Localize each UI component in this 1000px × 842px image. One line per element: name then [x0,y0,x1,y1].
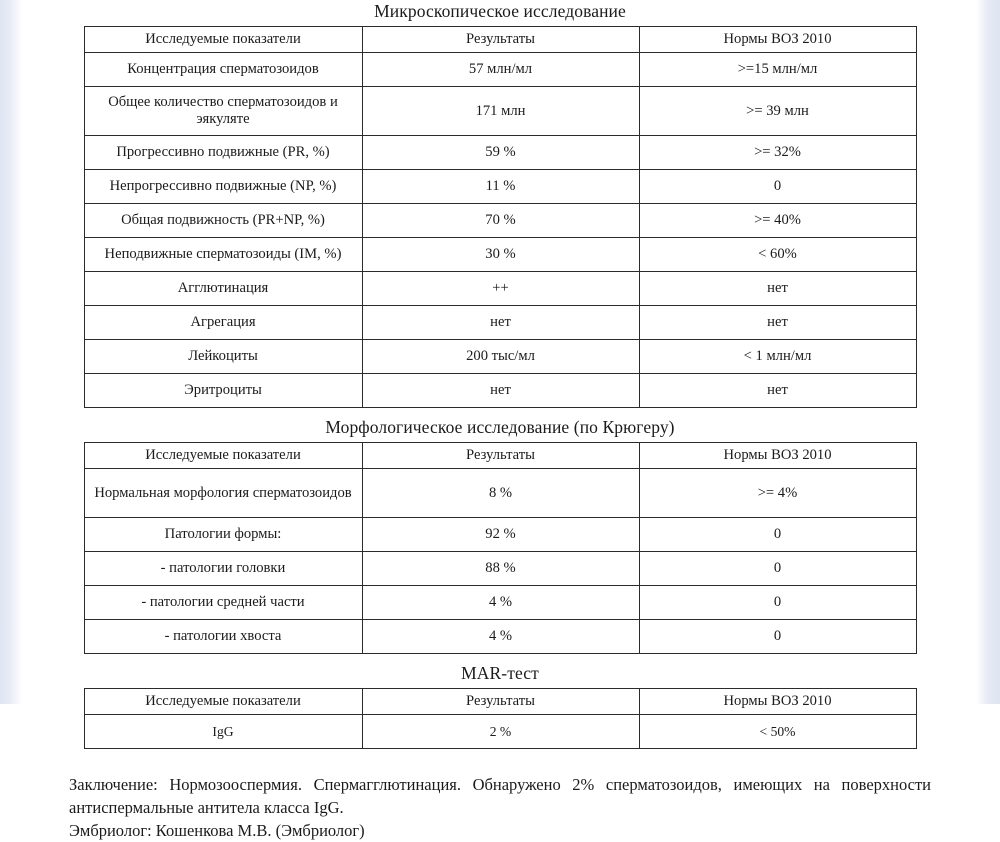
conclusion-block [69,773,931,842]
cell-parameter: Прогрессивно подвижные (PR, %) [84,136,362,170]
cell-norm: 0 [639,518,916,552]
cell-result: 4 % [362,586,639,620]
cell-norm: < 50% [639,715,916,749]
table-header-row [84,689,916,715]
cell-norm: >= 39 млн [639,87,916,136]
table-row [84,620,916,654]
table-row [84,53,916,87]
cell-parameter: Неподвижные сперматозоиды (IM, %) [84,238,362,272]
column-header-norm: Нормы ВОЗ 2010 [639,27,916,53]
cell-norm: нет [639,374,916,408]
cell-parameter: Агглютинация [84,272,362,306]
cell-result: 2 % [362,715,639,749]
table-header-row [84,27,916,53]
cell-norm: >= 32% [639,136,916,170]
cell-result: 70 % [362,204,639,238]
cell-result: 88 % [362,552,639,586]
conclusion-text: Заключение: Нормозооспермия. Спермагглютинация. Обнаружено 2% сперматозоидов, имеющих на поверхности антиспермальные антитела класса IgG. [69,775,931,817]
cell-norm: нет [639,306,916,340]
cell-parameter: Непрогрессивно подвижные (NP, %) [84,170,362,204]
cell-parameter: Патологии формы: [84,518,362,552]
table-row [84,136,916,170]
cell-result: 4 % [362,620,639,654]
cell-norm: < 60% [639,238,916,272]
column-header-parameter: Исследуемые показатели [84,27,362,53]
section-title-morphology: Морфологическое исследование (по Крюгеру) [325,417,675,437]
table-row [84,469,916,518]
column-header-norm: Нормы ВОЗ 2010 [639,443,916,469]
cell-parameter: Агрегация [84,306,362,340]
table-row [84,715,916,749]
table-row [84,374,916,408]
table-row [84,238,916,272]
cell-parameter: Лейкоциты [84,340,362,374]
cell-norm: нет [639,272,916,306]
column-header-parameter: Исследуемые показатели [84,443,362,469]
table-row [84,586,916,620]
column-header-result: Результаты [362,27,639,53]
cell-result: ++ [362,272,639,306]
cell-parameter: Нормальная морфология сперматозоидов [84,469,362,518]
embryologist-signature: Эмбриолог: Кошенкова М.В. (Эмбриолог) [69,821,365,840]
column-header-norm: Нормы ВОЗ 2010 [639,689,916,715]
cell-norm: 0 [639,620,916,654]
table-mar-test [84,688,917,749]
cell-parameter: Общая подвижность (PR+NP, %) [84,204,362,238]
cell-result: нет [362,374,639,408]
cell-parameter: Общее количество сперматозоидов и эякуляте [84,87,362,136]
section-title-microscopic: Микроскопическое исследование [374,1,626,21]
cell-norm: 0 [639,170,916,204]
cell-result: 200 тыс/мл [362,340,639,374]
table-row [84,306,916,340]
cell-norm: < 1 млн/мл [639,340,916,374]
cell-parameter: - патологии хвоста [84,620,362,654]
table-row [84,170,916,204]
cell-result: 171 млн [362,87,639,136]
table-row [84,204,916,238]
cell-parameter: - патологии головки [84,552,362,586]
column-header-result: Результаты [362,443,639,469]
column-header-parameter: Исследуемые показатели [84,689,362,715]
cell-result: 8 % [362,469,639,518]
cell-parameter: Концентрация сперматозоидов [84,53,362,87]
cell-result: нет [362,306,639,340]
cell-norm: >= 40% [639,204,916,238]
cell-parameter: Эритроциты [84,374,362,408]
table-row [84,340,916,374]
cell-norm: >=15 млн/мл [639,53,916,87]
cell-result: 57 млн/мл [362,53,639,87]
table-morphology [84,442,917,654]
section-title-mar-test: MAR-тест [461,663,539,683]
table-row [84,552,916,586]
cell-result: 92 % [362,518,639,552]
cell-norm: 0 [639,552,916,586]
column-header-result: Результаты [362,689,639,715]
table-row [84,272,916,306]
table-row [84,87,916,136]
cell-parameter: - патологии средней части [84,586,362,620]
cell-result: 30 % [362,238,639,272]
cell-norm: 0 [639,586,916,620]
table-row [84,518,916,552]
table-header-row [84,443,916,469]
table-microscopic [84,26,917,408]
cell-norm: >= 4% [639,469,916,518]
cell-result: 11 % [362,170,639,204]
cell-result: 59 % [362,136,639,170]
cell-parameter: IgG [84,715,362,749]
